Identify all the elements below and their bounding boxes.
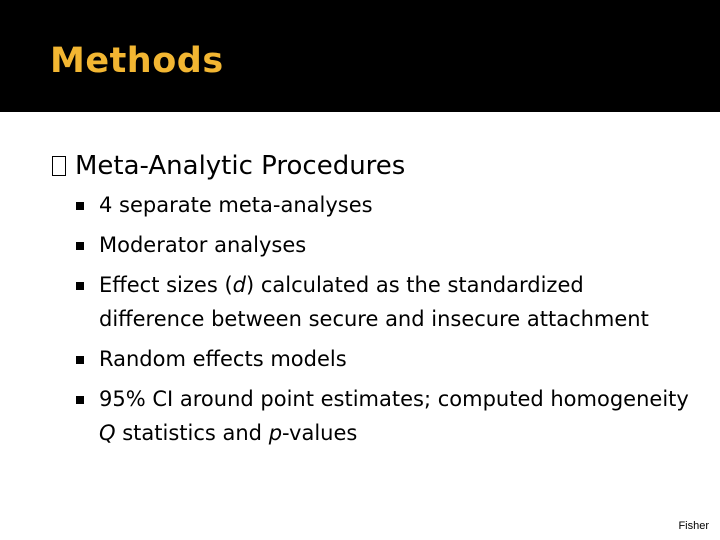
heading-text: Meta-Analytic Procedures (75, 151, 406, 181)
slide-content (50, 148, 690, 450)
square-bullet-icon (76, 356, 84, 364)
list-item (68, 188, 690, 222)
footer-author: Fisher (678, 520, 709, 532)
square-bullet-icon (76, 396, 84, 404)
list-item (68, 228, 690, 262)
bullet-text: 4 separate meta-analyses (99, 193, 373, 217)
bullet-text: Effect sizes (d) calculated as the standardized difference between secure and insecure attachment (99, 273, 649, 331)
bullet-text: Random effects models (99, 347, 347, 371)
square-bullet-icon (76, 282, 84, 290)
bullet-list (50, 188, 690, 450)
list-item (68, 268, 690, 336)
square-bullet-icon (76, 242, 84, 250)
square-bullet-icon (76, 202, 84, 210)
box-bullet-icon (52, 156, 66, 176)
list-item (68, 382, 690, 450)
title-bar (0, 0, 720, 112)
bullet-text: 95% CI around point estimates; computed homogeneity Q statistics and p-values (99, 387, 689, 445)
bullet-text: Moderator analyses (99, 233, 307, 257)
slide-title: Methods (50, 41, 224, 81)
heading-bullet (50, 148, 690, 184)
list-item (68, 342, 690, 376)
